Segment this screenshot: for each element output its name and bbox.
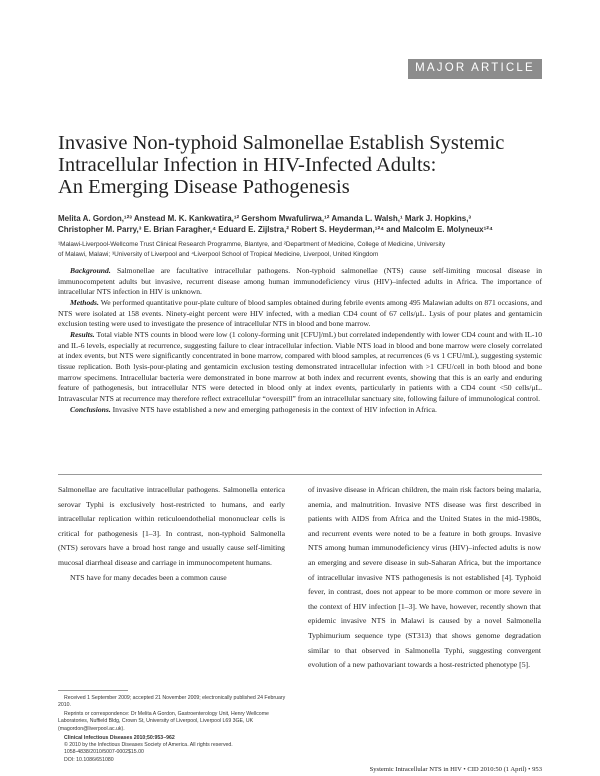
author-line-2: Christopher M. Parry,³ E. Brian Faragher,⁴ Eduard E. Zijlstra,² Robert S. Heyderman,¹²⁴ and Malcolm E. Molyneux¹²⁴ xyxy=(58,225,493,234)
page-footer: Systemic Intracellular NTS in HIV • CID 2010:50 (1 April) • 953 xyxy=(369,766,542,773)
journal-citation: Clinical Infectious Diseases 2010;50:953–962 xyxy=(64,734,175,741)
body-paragraph: NTS have for many decades been a common cause xyxy=(70,572,227,582)
body-column-right xyxy=(308,483,541,673)
abstract-conclusions xyxy=(58,405,542,416)
title-line-2: Intracellular Infection in HIV-Infected Adults: xyxy=(58,154,437,176)
abstract-background xyxy=(58,266,542,298)
affiliations xyxy=(58,240,550,260)
affiliation-line-2: of Malawi, Malawi; ³University of Liverpool and ⁴Liverpool School of Tropical Medicine, Liverpool, United Kingdom xyxy=(58,251,379,258)
author-list xyxy=(58,213,550,235)
title-line-3: An Emerging Disease Pathogenesis xyxy=(58,176,350,198)
abstract-divider xyxy=(58,474,542,475)
copyright-line: © 2010 by the Infectious Diseases Society of America. All rights reserved. xyxy=(64,741,233,748)
abstract-methods-heading: Methods. xyxy=(70,297,99,307)
body-column-left xyxy=(58,483,285,585)
abstract-methods-text: We performed quantitative pour-plate culture of blood samples obtained during febrile events among 495 Malawian adults on 871 occasions, and NTS were isolated at 158 events. Ninety-eight percent were HIV infected, with a median CD4 count of 67 cells/μL. Lysis of pour plates and gentamicin exclusion testing were used to investigate the presence of intracellular NTS in blood and bone marrow. xyxy=(58,297,542,329)
correspondence-note: Reprints or correspondence: Dr Melita A Gordon, Gastroenterology Unit, Henry Wellcome Laboratories, Nuffield Bldg, Crown St, University of Liverpool, Liverpool L69 3GE, UK (magordon@liverpool.ac.uk). xyxy=(58,711,269,732)
affiliation-line-1: ¹Malawi-Liverpool-Wellcome Trust Clinical Research Programme, Blantyre, and ²Department of Medicine, College of Medicine, University xyxy=(58,241,446,248)
title-line-1: Invasive Non-typhoid Salmonellae Establish Systemic xyxy=(58,132,505,154)
abstract-results xyxy=(58,330,542,405)
footnote-divider xyxy=(58,690,128,691)
body-paragraph: of invasive disease in African children, the main risk factors being malaria, anemia, and malnutrition. Invasive NTS disease was first described in patients with AIDS from Africa and the United States in the mid-1980s, and recurrent events were noted to be a feature in both groups. Invasive NTS among human immunodeficiency virus (HIV)–infected adults is now an emerging and severe disease in sub-Saharan Africa, but the importance of intracellular invasive NTS pathogenesis is not established [4]. Typhoid fever, in contrast, does not appear to be more common or more severe in the context of HIV infection [1–3]. We have, however, recently shown that epidemic invasive NTS in Malawi is caused by a novel Salmonella Typhimurium sequence type (ST313) that shows genome degradation similar to that observed in Salmonella Typhi, suggesting convergent evolution of a new pathovariant towards a host-restricted phenotype [5]. xyxy=(308,485,541,670)
abstract-methods xyxy=(58,298,542,330)
abstract-conclusions-heading: Conclusions. xyxy=(70,404,111,414)
abstract-background-heading: Background. xyxy=(70,266,111,275)
doi-line: DOI: 10.1086/651080 xyxy=(64,756,114,763)
abstract xyxy=(58,266,542,415)
abstract-conclusions-text: Invasive NTS have established a new and emerging pathogenesis in the context of HIV infection in Africa. xyxy=(112,404,437,414)
article-title xyxy=(58,132,548,198)
issn-line: 1058-4838/2010/5007-0002$15.00 xyxy=(64,749,144,756)
article-type-banner: MAJOR ARTICLE xyxy=(408,59,542,78)
abstract-background-text: Salmonellae are facultative intracellular pathogens. Non-typhoid salmonellae (NTS) cause self-limiting mucosal disease in immunocompetent adults but invasive, recurrent disease among human immunodeficiency virus (HIV)–infected adults in Africa. The importance of intracellular NTS infection in HIV is unknown. xyxy=(58,266,542,297)
abstract-results-text: Total viable NTS counts in blood were low (1 colony-forming unit [CFU]/mL) but correlated independently with lower CD4 count and with IL-10 and IL-6 levels, especially at recurrence, suggesting failure to clear intracellular infection. Viable NTS load in blood and bone marrow were closely correlated at index events, but NTS were significantly concentrated in bone marrow, compared with blood samples, at recurrences (6 vs 1 CFU/mL), suggesting systemic tissue replication. Both lysis-pour-plating and gentamicin exclusion testing demonstrated intracellular infection with >1 CFU/cell in both blood and bone marrow specimens. Intracellular bacteria were demonstrated in bone marrow at both index and recurrent events, showing that this is an early and enduring feature of pathogenesis, but intracellular NTS were detected in blood only at index events, particularly in patients with a CD4 count <50 cells/μL. Intravascular NTS at recurrence may therefore reflect extracellular “overspill” from an intracellular sanctuary site, following failure of immunological control. xyxy=(58,329,543,403)
received-dates: Received 1 September 2009; accepted 21 November 2009; electronically published 24 February 2010. xyxy=(58,695,286,709)
body-paragraph: Salmonellae are facultative intracellular pathogens. Salmonella enterica serovar Typhi is exclusively host-restricted to humans, and early intracellular replication within reticuloendothelial mononuclear cells is critical for pathogenesis [1–3]. In contrast, non-typhoid Salmonella (NTS) serovars have a broad host range and usually cause self-limiting mucosal diarrheal disease and carriage in immunocompetent humans. xyxy=(58,485,285,567)
banner-rule xyxy=(408,78,542,79)
abstract-results-heading: Results. xyxy=(70,329,95,339)
footnotes xyxy=(58,695,286,764)
author-line-1: Melita A. Gordon,¹²³ Anstead M. K. Kankwatira,¹² Gershom Mwafulirwa,¹² Amanda L. Walsh,¹ Mark J. Hopkins,³ xyxy=(58,214,472,223)
